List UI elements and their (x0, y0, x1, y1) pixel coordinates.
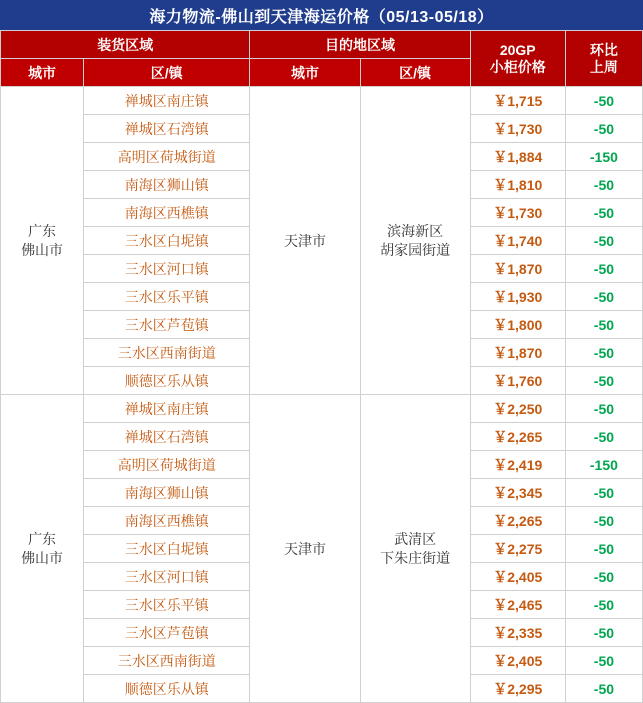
header-price-line1: 20GP (499, 42, 536, 59)
price-cell: ￥1,870 (470, 255, 565, 283)
delta-cell: -50 (565, 171, 642, 199)
price-cell: ￥2,405 (470, 647, 565, 675)
header-delta-line1: 环比 (589, 42, 618, 59)
origin-town-cell: 三水区西南街道 (84, 647, 250, 675)
price-cell: ￥1,884 (470, 143, 565, 171)
price-cell: ￥1,800 (470, 311, 565, 339)
delta-cell: -50 (565, 87, 642, 115)
delta-cell: -50 (565, 423, 642, 451)
delta-cell: -50 (565, 367, 642, 395)
delta-cell: -50 (565, 535, 642, 563)
origin-town-cell: 南海区西樵镇 (84, 199, 250, 227)
header-origin-town: 区/镇 (84, 59, 250, 87)
origin-town-cell: 禅城区南庄镇 (84, 87, 250, 115)
dest-town-cell (360, 395, 470, 703)
price-cell: ￥2,405 (470, 563, 565, 591)
table-header-group-row (1, 31, 643, 59)
delta-cell: -50 (565, 563, 642, 591)
dest-town-line2: 胡家园街道 (380, 241, 451, 258)
delta-cell: -150 (565, 143, 642, 171)
dest-town-line2: 下朱庄街道 (380, 549, 451, 566)
delta-cell: -50 (565, 591, 642, 619)
origin-town-cell: 顺德区乐从镇 (84, 675, 250, 703)
price-cell: ￥2,465 (470, 591, 565, 619)
delta-cell: -50 (565, 339, 642, 367)
origin-town-cell: 高明区荷城街道 (84, 451, 250, 479)
origin-town-cell: 三水区西南街道 (84, 339, 250, 367)
origin-town-cell: 三水区乐平镇 (84, 283, 250, 311)
origin-city-cell (1, 87, 84, 395)
origin-town-cell: 南海区狮山镇 (84, 171, 250, 199)
origin-town-cell: 高明区荷城街道 (84, 143, 250, 171)
header-group-destination: 目的地区域 (250, 31, 470, 59)
delta-cell: -50 (565, 199, 642, 227)
dest-town-line1: 滨海新区 (387, 223, 444, 240)
origin-city-line2: 佛山市 (21, 241, 64, 258)
dest-city-cell: 天津市 (250, 87, 360, 395)
origin-town-cell: 三水区乐平镇 (84, 591, 250, 619)
origin-town-cell: 三水区白坭镇 (84, 535, 250, 563)
price-cell: ￥1,760 (470, 367, 565, 395)
price-cell: ￥1,930 (470, 283, 565, 311)
header-dest-city: 城市 (250, 59, 360, 87)
price-cell: ￥2,275 (470, 535, 565, 563)
price-cell: ￥1,715 (470, 87, 565, 115)
origin-city-line2: 佛山市 (21, 549, 64, 566)
price-table-body (1, 87, 643, 703)
price-cell: ￥2,295 (470, 675, 565, 703)
price-cell: ￥1,740 (470, 227, 565, 255)
origin-town-cell: 三水区芦苞镇 (84, 311, 250, 339)
origin-city-cell (1, 395, 84, 703)
delta-cell: -50 (565, 395, 642, 423)
delta-cell: -50 (565, 675, 642, 703)
price-cell: ￥2,265 (470, 423, 565, 451)
origin-town-cell: 南海区西樵镇 (84, 507, 250, 535)
delta-cell: -50 (565, 311, 642, 339)
page-title: 海力物流-佛山到天津海运价格（05/13-05/18） (0, 0, 643, 30)
table-row (1, 87, 643, 115)
origin-town-cell: 南海区狮山镇 (84, 479, 250, 507)
price-table (0, 30, 643, 703)
delta-cell: -50 (565, 507, 642, 535)
header-delta-line2: 上周 (589, 58, 618, 75)
header-delta-week (565, 31, 642, 87)
price-cell: ￥1,730 (470, 199, 565, 227)
delta-cell: -50 (565, 255, 642, 283)
origin-town-cell: 三水区芦苞镇 (84, 619, 250, 647)
delta-cell: -50 (565, 647, 642, 675)
price-cell: ￥2,419 (470, 451, 565, 479)
dest-city-cell: 天津市 (250, 395, 360, 703)
price-cell: ￥2,265 (470, 507, 565, 535)
origin-town-cell: 三水区白坭镇 (84, 227, 250, 255)
price-cell: ￥2,345 (470, 479, 565, 507)
header-dest-town: 区/镇 (360, 59, 470, 87)
delta-cell: -50 (565, 115, 642, 143)
header-price-line2: 小柜价格 (489, 58, 546, 75)
price-cell: ￥1,810 (470, 171, 565, 199)
origin-town-cell: 顺德区乐从镇 (84, 367, 250, 395)
origin-town-cell: 禅城区石湾镇 (84, 423, 250, 451)
dest-town-line1: 武清区 (394, 531, 437, 548)
header-group-origin: 装货区域 (1, 31, 250, 59)
header-origin-city: 城市 (1, 59, 84, 87)
origin-town-cell: 禅城区南庄镇 (84, 395, 250, 423)
origin-town-cell: 三水区河口镇 (84, 255, 250, 283)
delta-cell: -50 (565, 227, 642, 255)
origin-city-line1: 广东 (28, 531, 57, 548)
origin-town-cell: 禅城区石湾镇 (84, 115, 250, 143)
price-cell: ￥1,730 (470, 115, 565, 143)
price-cell: ￥1,870 (470, 339, 565, 367)
origin-town-cell: 三水区河口镇 (84, 563, 250, 591)
price-cell: ￥2,250 (470, 395, 565, 423)
header-price-20gp (470, 31, 565, 87)
table-row (1, 395, 643, 423)
delta-cell: -50 (565, 283, 642, 311)
dest-town-cell (360, 87, 470, 395)
delta-cell: -150 (565, 451, 642, 479)
delta-cell: -50 (565, 479, 642, 507)
price-cell: ￥2,335 (470, 619, 565, 647)
origin-city-line1: 广东 (28, 223, 57, 240)
delta-cell: -50 (565, 619, 642, 647)
